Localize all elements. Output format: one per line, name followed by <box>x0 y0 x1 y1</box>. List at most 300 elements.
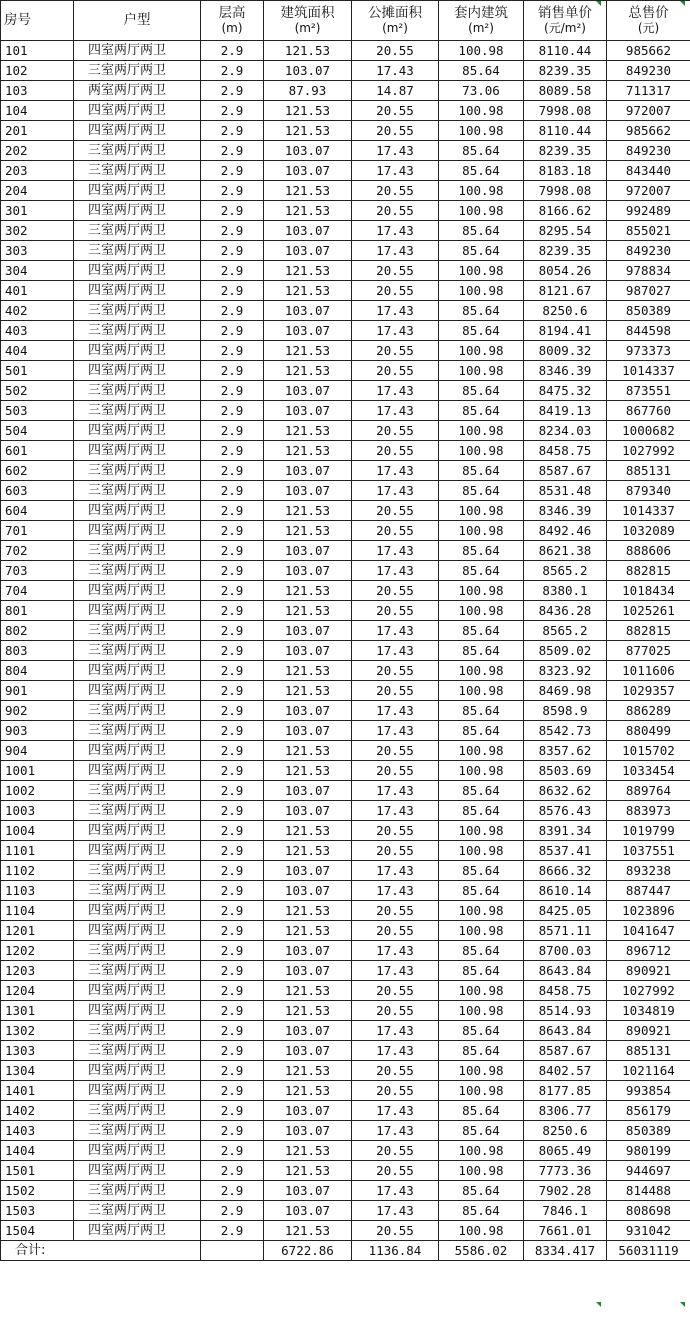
unit-type-cell: 三室两厅两卫 <box>74 481 201 501</box>
shared-area-cell: 20.55 <box>352 361 439 381</box>
shared-area-cell: 20.55 <box>352 1001 439 1021</box>
total-price-cell: 1027992 <box>607 981 690 1001</box>
unit-type-cell: 三室两厅两卫 <box>74 1101 201 1121</box>
floor-height-cell: 2.9 <box>201 321 264 341</box>
total-price-cell: 883973 <box>607 801 690 821</box>
building-area-cell: 103.07 <box>264 1201 352 1221</box>
building-area-cell: 103.07 <box>264 141 352 161</box>
inner-area-cell: 100.98 <box>439 681 524 701</box>
header-total-unit: (元) <box>637 20 660 35</box>
floor-height-cell: 2.9 <box>201 301 264 321</box>
inner-area-cell: 100.98 <box>439 261 524 281</box>
unit-type-cell: 四室两厅两卫 <box>74 1161 201 1181</box>
room-number-cell: 101 <box>1 41 74 61</box>
total-price-cell: 973373 <box>607 341 690 361</box>
total-price-cell: 843440 <box>607 161 690 181</box>
table-row <box>1 761 690 781</box>
unit-price-cell: 8565.2 <box>524 621 607 641</box>
shared-area-cell: 17.43 <box>352 141 439 161</box>
total-price-cell: 1021164 <box>607 1061 690 1081</box>
inner-area-cell: 100.98 <box>439 1061 524 1081</box>
floor-height-cell: 2.9 <box>201 641 264 661</box>
floor-height-cell: 2.9 <box>201 221 264 241</box>
table-row <box>1 261 690 281</box>
building-area-cell: 121.53 <box>264 1061 352 1081</box>
table-row <box>1 41 690 61</box>
floor-height-cell: 2.9 <box>201 1021 264 1041</box>
inner-area-cell: 85.64 <box>439 721 524 741</box>
inner-area-cell: 100.98 <box>439 181 524 201</box>
shared-area-cell: 20.55 <box>352 1061 439 1081</box>
total-price-cell: 887447 <box>607 881 690 901</box>
inner-area-cell: 85.64 <box>439 1181 524 1201</box>
unit-type-cell: 三室两厅两卫 <box>74 781 201 801</box>
table-row <box>1 421 690 441</box>
totals-area: 6722.86 <box>264 1241 352 1261</box>
unit-price-cell: 8632.62 <box>524 781 607 801</box>
room-number-cell: 704 <box>1 581 74 601</box>
unit-price-cell: 8621.38 <box>524 541 607 561</box>
floor-height-cell: 2.9 <box>201 881 264 901</box>
unit-type-cell: 四室两厅两卫 <box>74 341 201 361</box>
table-row <box>1 1081 690 1101</box>
shared-area-cell: 17.43 <box>352 481 439 501</box>
totals-unit-price: 8334.417 <box>524 1241 607 1261</box>
total-price-cell: 855021 <box>607 221 690 241</box>
floor-height-cell: 2.9 <box>201 341 264 361</box>
floor-height-cell: 2.9 <box>201 1181 264 1201</box>
inner-area-cell: 100.98 <box>439 841 524 861</box>
total-price-cell: 1018434 <box>607 581 690 601</box>
shared-area-cell: 20.55 <box>352 101 439 121</box>
floor-height-cell: 2.9 <box>201 541 264 561</box>
building-area-cell: 103.07 <box>264 781 352 801</box>
inner-area-cell: 85.64 <box>439 1021 524 1041</box>
unit-price-cell: 7773.36 <box>524 1161 607 1181</box>
total-price-cell: 992489 <box>607 201 690 221</box>
unit-type-cell: 三室两厅两卫 <box>74 881 201 901</box>
unit-price-cell: 8183.18 <box>524 161 607 181</box>
unit-price-cell: 7998.08 <box>524 181 607 201</box>
floor-height-cell: 2.9 <box>201 681 264 701</box>
total-price-cell: 873551 <box>607 381 690 401</box>
inner-area-cell: 100.98 <box>439 1081 524 1101</box>
table-row <box>1 741 690 761</box>
table-row <box>1 281 690 301</box>
building-area-cell: 121.53 <box>264 581 352 601</box>
unit-type-cell: 四室两厅两卫 <box>74 601 201 621</box>
unit-price-cell: 8514.93 <box>524 1001 607 1021</box>
shared-area-cell: 20.55 <box>352 181 439 201</box>
unit-type-cell: 四室两厅两卫 <box>74 821 201 841</box>
inner-area-cell: 85.64 <box>439 1201 524 1221</box>
floor-height-cell: 2.9 <box>201 561 264 581</box>
floor-height-cell: 2.9 <box>201 941 264 961</box>
building-area-cell: 121.53 <box>264 1161 352 1181</box>
shared-area-cell: 17.43 <box>352 1181 439 1201</box>
table-row <box>1 121 690 141</box>
unit-type-cell: 四室两厅两卫 <box>74 121 201 141</box>
header-area: 建筑面积 (m²) <box>264 1 352 41</box>
room-number-cell: 302 <box>1 221 74 241</box>
totals-height <box>201 1241 264 1261</box>
total-price-cell: 882815 <box>607 561 690 581</box>
unit-type-cell: 四室两厅两卫 <box>74 1081 201 1101</box>
total-price-cell: 877025 <box>607 641 690 661</box>
shared-area-cell: 17.43 <box>352 801 439 821</box>
building-area-cell: 103.07 <box>264 621 352 641</box>
unit-price-cell: 8391.34 <box>524 821 607 841</box>
unit-price-cell: 8509.02 <box>524 641 607 661</box>
building-area-cell: 121.53 <box>264 1001 352 1021</box>
inner-area-cell: 85.64 <box>439 701 524 721</box>
shared-area-cell: 20.55 <box>352 281 439 301</box>
total-price-cell: 1015702 <box>607 741 690 761</box>
unit-type-cell: 四室两厅两卫 <box>74 421 201 441</box>
total-price-cell: 893238 <box>607 861 690 881</box>
unit-price-cell: 8402.57 <box>524 1061 607 1081</box>
inner-area-cell: 100.98 <box>439 281 524 301</box>
room-number-cell: 902 <box>1 701 74 721</box>
unit-price-cell: 7846.1 <box>524 1201 607 1221</box>
room-number-cell: 1003 <box>1 801 74 821</box>
table-row <box>1 541 690 561</box>
shared-area-cell: 20.55 <box>352 661 439 681</box>
shared-area-cell: 20.55 <box>352 681 439 701</box>
floor-height-cell: 2.9 <box>201 361 264 381</box>
unit-type-cell: 四室两厅两卫 <box>74 521 201 541</box>
unit-price-cell: 8009.32 <box>524 341 607 361</box>
inner-area-cell: 85.64 <box>439 161 524 181</box>
floor-height-cell: 2.9 <box>201 621 264 641</box>
shared-area-cell: 17.43 <box>352 621 439 641</box>
shared-area-cell: 20.55 <box>352 1081 439 1101</box>
total-price-cell: 985662 <box>607 41 690 61</box>
inner-area-cell: 100.98 <box>439 661 524 681</box>
unit-price-cell: 8458.75 <box>524 981 607 1001</box>
unit-price-cell: 8306.77 <box>524 1101 607 1121</box>
unit-type-cell: 三室两厅两卫 <box>74 941 201 961</box>
table-row <box>1 301 690 321</box>
cell-comment-marker <box>680 1302 685 1307</box>
unit-type-cell: 三室两厅两卫 <box>74 461 201 481</box>
unit-type-cell: 三室两厅两卫 <box>74 861 201 881</box>
unit-type-cell: 四室两厅两卫 <box>74 841 201 861</box>
unit-type-cell: 三室两厅两卫 <box>74 1201 201 1221</box>
table-row <box>1 941 690 961</box>
total-price-cell: 880499 <box>607 721 690 741</box>
building-area-cell: 121.53 <box>264 921 352 941</box>
floor-height-cell: 2.9 <box>201 1121 264 1141</box>
table-row <box>1 921 690 941</box>
room-number-cell: 904 <box>1 741 74 761</box>
unit-price-cell: 8666.32 <box>524 861 607 881</box>
room-number-cell: 1502 <box>1 1181 74 1201</box>
header-shared-unit: (m²) <box>382 20 408 35</box>
building-area-cell: 103.07 <box>264 381 352 401</box>
inner-area-cell: 100.98 <box>439 821 524 841</box>
shared-area-cell: 17.43 <box>352 241 439 261</box>
floor-height-cell: 2.9 <box>201 801 264 821</box>
shared-area-cell: 20.55 <box>352 421 439 441</box>
header-height-unit: (m) <box>221 20 243 35</box>
header-height: 层高 (m) <box>201 1 264 41</box>
floor-height-cell: 2.9 <box>201 981 264 1001</box>
unit-price-cell: 8643.84 <box>524 1021 607 1041</box>
building-area-cell: 121.53 <box>264 281 352 301</box>
shared-area-cell: 17.43 <box>352 941 439 961</box>
unit-price-cell: 8065.49 <box>524 1141 607 1161</box>
total-price-cell: 844598 <box>607 321 690 341</box>
unit-type-cell: 四室两厅两卫 <box>74 661 201 681</box>
room-number-cell: 804 <box>1 661 74 681</box>
floor-height-cell: 2.9 <box>201 121 264 141</box>
total-price-cell: 1000682 <box>607 421 690 441</box>
unit-price-cell: 8531.48 <box>524 481 607 501</box>
inner-area-cell: 100.98 <box>439 341 524 361</box>
inner-area-cell: 85.64 <box>439 881 524 901</box>
unit-type-cell: 三室两厅两卫 <box>74 221 201 241</box>
total-price-cell: 944697 <box>607 1161 690 1181</box>
table-row <box>1 641 690 661</box>
building-area-cell: 121.53 <box>264 821 352 841</box>
building-area-cell: 121.53 <box>264 521 352 541</box>
floor-height-cell: 2.9 <box>201 721 264 741</box>
unit-price-cell: 8565.2 <box>524 561 607 581</box>
inner-area-cell: 100.98 <box>439 761 524 781</box>
building-area-cell: 103.07 <box>264 801 352 821</box>
room-number-cell: 401 <box>1 281 74 301</box>
floor-height-cell: 2.9 <box>201 921 264 941</box>
floor-height-cell: 2.9 <box>201 481 264 501</box>
shared-area-cell: 20.55 <box>352 261 439 281</box>
building-area-cell: 103.07 <box>264 561 352 581</box>
table-row <box>1 181 690 201</box>
table-row <box>1 1141 690 1161</box>
unit-price-cell: 8323.92 <box>524 661 607 681</box>
unit-price-cell: 8542.73 <box>524 721 607 741</box>
unit-type-cell: 三室两厅两卫 <box>74 641 201 661</box>
floor-height-cell: 2.9 <box>201 661 264 681</box>
room-number-cell: 1001 <box>1 761 74 781</box>
inner-area-cell: 85.64 <box>439 801 524 821</box>
building-area-cell: 121.53 <box>264 981 352 1001</box>
inner-area-cell: 85.64 <box>439 941 524 961</box>
room-number-cell: 1501 <box>1 1161 74 1181</box>
building-area-cell: 121.53 <box>264 741 352 761</box>
inner-area-cell: 85.64 <box>439 401 524 421</box>
total-price-cell: 888606 <box>607 541 690 561</box>
table-row <box>1 201 690 221</box>
shared-area-cell: 17.43 <box>352 561 439 581</box>
room-number-cell: 402 <box>1 301 74 321</box>
unit-price-cell: 8239.35 <box>524 241 607 261</box>
room-number-cell: 1404 <box>1 1141 74 1161</box>
floor-height-cell: 2.9 <box>201 901 264 921</box>
room-number-cell: 102 <box>1 61 74 81</box>
floor-height-cell: 2.9 <box>201 101 264 121</box>
total-price-cell: 849230 <box>607 241 690 261</box>
room-number-cell: 903 <box>1 721 74 741</box>
shared-area-cell: 17.43 <box>352 641 439 661</box>
shared-area-cell: 20.55 <box>352 201 439 221</box>
inner-area-cell: 85.64 <box>439 61 524 81</box>
unit-type-cell: 三室两厅两卫 <box>74 301 201 321</box>
unit-price-cell: 8598.9 <box>524 701 607 721</box>
floor-height-cell: 2.9 <box>201 741 264 761</box>
room-number-cell: 1203 <box>1 961 74 981</box>
building-area-cell: 121.53 <box>264 101 352 121</box>
floor-height-cell: 2.9 <box>201 41 264 61</box>
table-row <box>1 361 690 381</box>
floor-height-cell: 2.9 <box>201 601 264 621</box>
unit-price-cell: 8239.35 <box>524 141 607 161</box>
room-number-cell: 701 <box>1 521 74 541</box>
room-number-cell: 201 <box>1 121 74 141</box>
shared-area-cell: 20.55 <box>352 581 439 601</box>
shared-area-cell: 20.55 <box>352 1141 439 1161</box>
floor-height-cell: 2.9 <box>201 161 264 181</box>
inner-area-cell: 100.98 <box>439 901 524 921</box>
building-area-cell: 121.53 <box>264 261 352 281</box>
building-area-cell: 103.07 <box>264 1101 352 1121</box>
total-price-cell: 1032089 <box>607 521 690 541</box>
table-row <box>1 381 690 401</box>
total-price-cell: 1025261 <box>607 601 690 621</box>
room-number-cell: 703 <box>1 561 74 581</box>
table-row <box>1 141 690 161</box>
inner-area-cell: 100.98 <box>439 121 524 141</box>
table-row <box>1 961 690 981</box>
unit-type-cell: 三室两厅两卫 <box>74 401 201 421</box>
floor-height-cell: 2.9 <box>201 1141 264 1161</box>
table-row <box>1 841 690 861</box>
room-number-cell: 504 <box>1 421 74 441</box>
shared-area-cell: 20.55 <box>352 981 439 1001</box>
floor-height-cell: 2.9 <box>201 201 264 221</box>
total-price-cell: 850389 <box>607 1121 690 1141</box>
header-unit-price-unit: (元/m²) <box>544 20 586 35</box>
unit-type-cell: 三室两厅两卫 <box>74 1121 201 1141</box>
table-row <box>1 1021 690 1041</box>
total-price-cell: 808698 <box>607 1201 690 1221</box>
table-row <box>1 581 690 601</box>
shared-area-cell: 17.43 <box>352 321 439 341</box>
table-row <box>1 661 690 681</box>
table-row <box>1 441 690 461</box>
table-row <box>1 821 690 841</box>
floor-height-cell: 2.9 <box>201 141 264 161</box>
room-number-cell: 1002 <box>1 781 74 801</box>
shared-area-cell: 20.55 <box>352 901 439 921</box>
floor-height-cell: 2.9 <box>201 1061 264 1081</box>
total-price-cell: 1019799 <box>607 821 690 841</box>
unit-type-cell: 三室两厅两卫 <box>74 161 201 181</box>
unit-price-cell: 8458.75 <box>524 441 607 461</box>
total-price-cell: 885131 <box>607 1041 690 1061</box>
unit-price-cell: 8587.67 <box>524 461 607 481</box>
inner-area-cell: 100.98 <box>439 41 524 61</box>
table-row <box>1 981 690 1001</box>
inner-area-cell: 85.64 <box>439 541 524 561</box>
inner-area-cell: 73.06 <box>439 81 524 101</box>
unit-price-cell: 8700.03 <box>524 941 607 961</box>
unit-type-cell: 四室两厅两卫 <box>74 981 201 1001</box>
inner-area-cell: 85.64 <box>439 1041 524 1061</box>
unit-type-cell: 四室两厅两卫 <box>74 181 201 201</box>
table-row <box>1 241 690 261</box>
room-number-cell: 602 <box>1 461 74 481</box>
totals-inner: 5586.02 <box>439 1241 524 1261</box>
unit-type-cell: 四室两厅两卫 <box>74 901 201 921</box>
unit-type-cell: 四室两厅两卫 <box>74 501 201 521</box>
building-area-cell: 103.07 <box>264 881 352 901</box>
floor-height-cell: 2.9 <box>201 861 264 881</box>
room-number-cell: 503 <box>1 401 74 421</box>
inner-area-cell: 85.64 <box>439 641 524 661</box>
unit-type-cell: 四室两厅两卫 <box>74 581 201 601</box>
cell-comment-marker <box>596 1 601 6</box>
table-row <box>1 321 690 341</box>
floor-height-cell: 2.9 <box>201 961 264 981</box>
unit-type-cell: 四室两厅两卫 <box>74 761 201 781</box>
total-price-cell: 987027 <box>607 281 690 301</box>
cell-comment-marker <box>596 1302 601 1307</box>
floor-height-cell: 2.9 <box>201 1101 264 1121</box>
floor-height-cell: 2.9 <box>201 821 264 841</box>
shared-area-cell: 20.55 <box>352 521 439 541</box>
room-number-cell: 301 <box>1 201 74 221</box>
shared-area-cell: 20.55 <box>352 821 439 841</box>
building-area-cell: 103.07 <box>264 481 352 501</box>
header-type: 户型 <box>74 1 201 41</box>
unit-price-cell: 8250.6 <box>524 1121 607 1141</box>
building-area-cell: 121.53 <box>264 601 352 621</box>
unit-type-cell: 四室两厅两卫 <box>74 101 201 121</box>
table-row <box>1 481 690 501</box>
unit-price-cell: 8234.03 <box>524 421 607 441</box>
unit-type-cell: 四室两厅两卫 <box>74 1061 201 1081</box>
inner-area-cell: 85.64 <box>439 321 524 341</box>
unit-price-cell: 8436.28 <box>524 601 607 621</box>
room-number-cell: 1004 <box>1 821 74 841</box>
inner-area-cell: 100.98 <box>439 101 524 121</box>
room-number-cell: 204 <box>1 181 74 201</box>
room-number-cell: 1201 <box>1 921 74 941</box>
building-area-cell: 103.07 <box>264 61 352 81</box>
building-area-cell: 103.07 <box>264 541 352 561</box>
inner-area-cell: 85.64 <box>439 561 524 581</box>
building-area-cell: 121.53 <box>264 41 352 61</box>
shared-area-cell: 17.43 <box>352 221 439 241</box>
unit-type-cell: 四室两厅两卫 <box>74 41 201 61</box>
table-row <box>1 1101 690 1121</box>
shared-area-cell: 20.55 <box>352 841 439 861</box>
room-number-cell: 1104 <box>1 901 74 921</box>
total-price-cell: 972007 <box>607 181 690 201</box>
floor-height-cell: 2.9 <box>201 381 264 401</box>
inner-area-cell: 100.98 <box>439 501 524 521</box>
shared-area-cell: 20.55 <box>352 121 439 141</box>
table-row <box>1 1121 690 1141</box>
room-number-cell: 1402 <box>1 1101 74 1121</box>
total-price-cell: 711317 <box>607 81 690 101</box>
shared-area-cell: 17.43 <box>352 721 439 741</box>
shared-area-cell: 20.55 <box>352 1161 439 1181</box>
unit-price-cell: 8380.1 <box>524 581 607 601</box>
unit-price-cell: 8110.44 <box>524 121 607 141</box>
unit-type-cell: 四室两厅两卫 <box>74 201 201 221</box>
